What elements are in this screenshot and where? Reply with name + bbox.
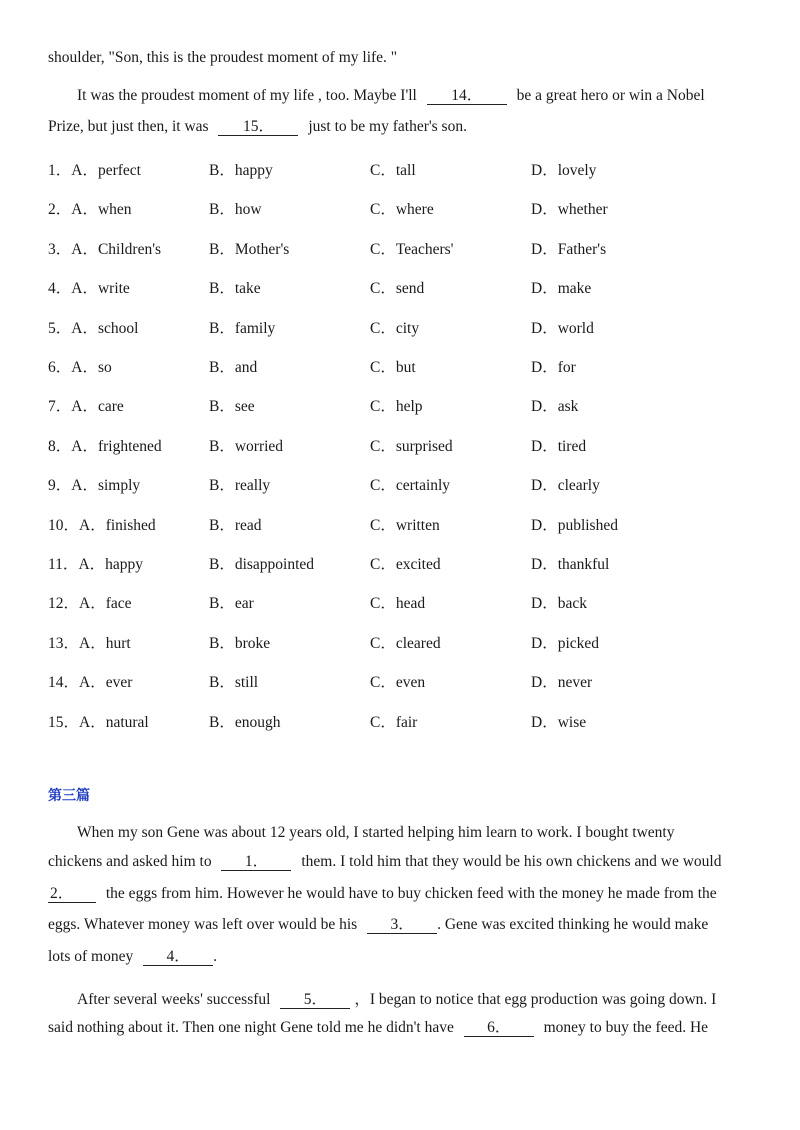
- option-d: D．never: [531, 674, 593, 692]
- option-cell: [48, 670, 132, 692]
- question-row: [48, 670, 768, 692]
- option-cell: [48, 355, 112, 377]
- passage-text: After several weeks' successful: [77, 991, 271, 1008]
- question-number: 3．: [48, 240, 72, 258]
- option-b: B．happy: [209, 162, 273, 179]
- option-c: C．cleared: [370, 634, 441, 652]
- option-d: D．clearly: [531, 477, 600, 495]
- option-a: A．finished: [79, 516, 156, 534]
- option-cell: [48, 710, 149, 732]
- question-number: 12．: [48, 595, 80, 613]
- question-row: [48, 316, 768, 338]
- option-d: D．Father's: [531, 240, 607, 258]
- option-d: D．wise: [531, 713, 587, 731]
- option-cell: [48, 473, 140, 495]
- question-number: 10．: [48, 516, 80, 534]
- question-number: 13．: [48, 634, 80, 652]
- question-number: 14．: [48, 674, 80, 692]
- question-row: [48, 276, 768, 298]
- passage-text: When my son Gene was about 12 years old, I started helping him learn to work. I bought twenty: [77, 824, 675, 841]
- question-number: 6．: [48, 359, 72, 376]
- option-cell: [48, 591, 132, 613]
- option-d: D．for: [531, 359, 576, 376]
- passage-text: be a great hero or win a Nobel: [516, 87, 705, 104]
- question-row: [48, 394, 768, 416]
- passage-text: the eggs from him. However he would have to buy chicken feed with the money he made from the: [105, 885, 717, 902]
- option-d: D．ask: [531, 398, 579, 416]
- question-number: 7．: [48, 398, 72, 416]
- passage-line: [48, 1019, 708, 1037]
- passage-text: shoulder, "Son, this is the proudest moment of my life. ": [48, 49, 398, 66]
- option-cell: [48, 316, 138, 338]
- blank-5: 5．: [280, 991, 350, 1009]
- option-c: C．help: [370, 398, 423, 416]
- option-c: C．certainly: [370, 477, 451, 495]
- option-a: A．face: [79, 595, 132, 613]
- option-c: C．written: [370, 516, 440, 534]
- passage-text: said nothing about it. Then one night Gene told me he didn't have: [48, 1019, 454, 1036]
- passage-text: money to buy the feed. He: [543, 1019, 709, 1036]
- option-b: B．read: [209, 516, 262, 534]
- option-c: C．fair: [370, 713, 418, 731]
- passage-text: chickens and asked him to: [48, 853, 212, 870]
- option-b: B．and: [209, 359, 258, 376]
- option-a: A．natural: [79, 713, 149, 731]
- blank-2: 2．: [48, 885, 96, 903]
- option-b: B．really: [209, 477, 271, 495]
- option-b: B．enough: [209, 713, 281, 731]
- passage-line: [77, 987, 716, 1009]
- question-number: 4．: [48, 280, 72, 298]
- option-a: A．care: [71, 398, 124, 416]
- option-c: C．where: [370, 201, 434, 219]
- blank-6: 6．: [464, 1019, 534, 1037]
- option-a: A．school: [71, 319, 139, 337]
- option-c: C．even: [370, 674, 426, 692]
- option-d: D．back: [531, 595, 587, 613]
- question-number: 8．: [48, 437, 72, 455]
- option-b: B．Mother's: [209, 240, 290, 258]
- passage-line: [48, 853, 721, 871]
- option-a: A．perfect: [71, 162, 141, 179]
- passage-line: [48, 885, 717, 903]
- question-row: [48, 473, 768, 495]
- question-number: 15．: [48, 713, 80, 731]
- question-number: 9．: [48, 477, 72, 495]
- passage-line: [48, 49, 397, 67]
- question-row: [48, 434, 768, 456]
- section-title: 第三篇: [48, 788, 90, 804]
- option-b: B．worried: [209, 437, 284, 455]
- option-a: A．happy: [78, 556, 144, 573]
- question-row: [48, 355, 768, 377]
- option-b: B．still: [209, 674, 259, 692]
- option-a: A．frightened: [71, 437, 162, 455]
- option-a: A．so: [71, 359, 112, 376]
- option-a: A．write: [71, 280, 130, 298]
- passage-line: [48, 948, 217, 966]
- option-cell: [48, 394, 124, 416]
- option-c: C．tall: [370, 162, 416, 179]
- option-d: D．picked: [531, 634, 600, 652]
- option-d: D．published: [531, 516, 618, 534]
- passage-line: [77, 87, 705, 105]
- question-row: [48, 591, 768, 613]
- option-b: B．family: [209, 319, 276, 337]
- passage-text: lots of money: [48, 948, 134, 965]
- option-c: C．but: [370, 359, 416, 376]
- option-b: B．take: [209, 280, 261, 298]
- passage-line: [48, 118, 467, 136]
- passage-text: them. I told him that they would be his own chickens and we would: [301, 853, 722, 870]
- option-cell: [48, 552, 143, 574]
- option-b: B．see: [209, 398, 255, 416]
- question-row: [48, 710, 768, 732]
- passage-text: eggs. Whatever money was left over would be his: [48, 916, 358, 933]
- option-b: B．ear: [209, 595, 254, 613]
- question-number: 2．: [48, 201, 72, 219]
- option-cell: [48, 197, 132, 219]
- option-c: C．head: [370, 595, 426, 613]
- passage-text: . Gene was excited thinking he would make: [437, 916, 709, 933]
- option-d: D．tired: [531, 437, 587, 455]
- option-c: C．send: [370, 280, 425, 298]
- blank-4: 4．: [143, 948, 213, 966]
- option-c: C．surprised: [370, 437, 453, 455]
- option-a: A．Children's: [71, 240, 162, 258]
- option-c: C．Teachers': [370, 240, 454, 258]
- option-d: D．lovely: [531, 162, 597, 179]
- option-c: C．excited: [370, 556, 441, 573]
- passage-text: ，I began to notice that egg production was going down. I: [354, 991, 717, 1008]
- question-row: [48, 158, 768, 180]
- question-row: [48, 552, 768, 574]
- question-number: 11．: [48, 556, 79, 573]
- option-cell: [48, 237, 161, 259]
- option-a: A．hurt: [79, 634, 131, 652]
- option-d: D．world: [531, 319, 594, 337]
- option-d: D．thankful: [531, 556, 610, 573]
- option-a: A．ever: [79, 674, 133, 692]
- passage-text: Prize, but just then, it was: [48, 118, 209, 135]
- question-row: [48, 197, 768, 219]
- option-cell: [48, 434, 162, 456]
- blank-14: 14．: [427, 87, 507, 105]
- option-b: B．broke: [209, 634, 271, 652]
- option-cell: [48, 276, 130, 298]
- blank-1: 1．: [221, 853, 291, 871]
- passage-text: just to be my father's son.: [308, 118, 467, 135]
- option-c: C．city: [370, 319, 420, 337]
- passage-line: [48, 916, 708, 934]
- option-a: A．simply: [71, 477, 141, 495]
- option-d: D．whether: [531, 201, 608, 219]
- question-number: 1．: [48, 162, 72, 179]
- option-d: D．make: [531, 280, 592, 298]
- question-row: [48, 513, 768, 535]
- blank-15: 15．: [218, 118, 298, 136]
- passage-line: [77, 824, 674, 842]
- passage-text: It was the proudest moment of my life , too. Maybe I'll: [77, 87, 417, 104]
- option-b: B．disappointed: [209, 556, 315, 573]
- blank-3: 3．: [367, 916, 437, 934]
- option-cell: [48, 631, 131, 653]
- passage-text: .: [213, 948, 217, 965]
- question-row: [48, 237, 768, 259]
- option-cell: [48, 513, 156, 535]
- option-b: B．how: [209, 201, 262, 219]
- option-cell: [48, 158, 141, 180]
- question-number: 5．: [48, 319, 72, 337]
- option-a: A．when: [71, 201, 132, 219]
- question-row: [48, 631, 768, 653]
